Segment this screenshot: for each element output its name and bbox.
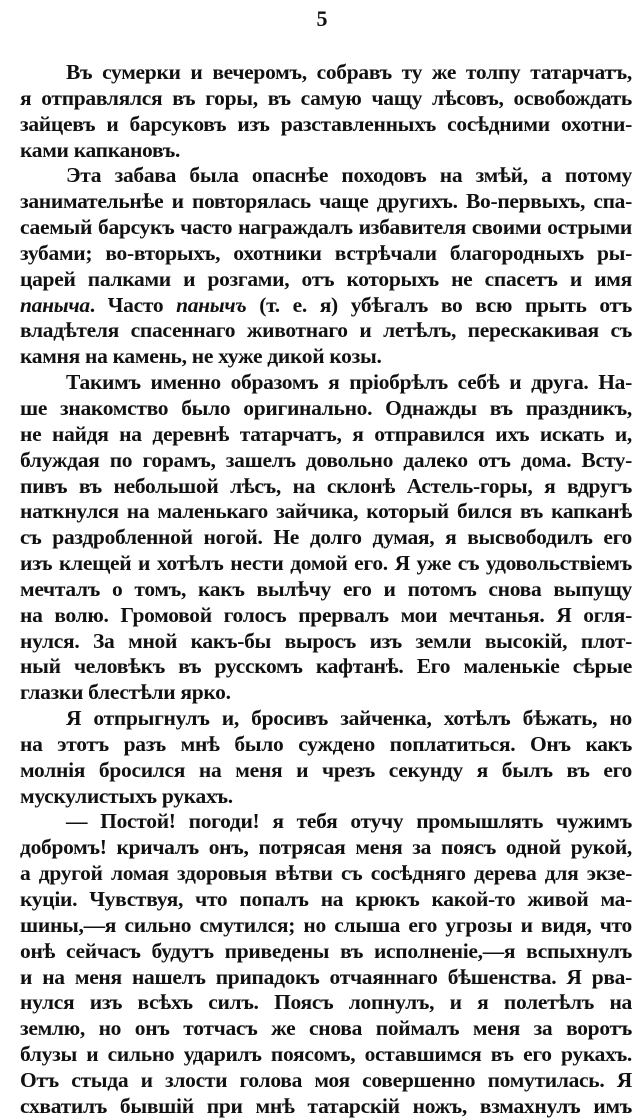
text-line: Эта забава была опаснѣе походовъ на змѣй, а потому — [66, 163, 632, 188]
text-line: глазки блестѣли ярко. — [20, 680, 231, 705]
italic-word: паныча — [20, 292, 90, 317]
body-text — [20, 60, 632, 1120]
text-line: царей палками и розгами, отъ которыхъ не спасетъ и имя — [20, 266, 632, 291]
text-line: на волю. Громовой голосъ прервалъ мои мечтанья. Я огля- — [20, 602, 632, 627]
page-number: 5 — [316, 6, 328, 31]
text-line: онѣ сейчасъ будутъ приведены въ исполненіе,—я вспыхнулъ — [20, 938, 632, 963]
paragraph — [20, 370, 632, 706]
text-line: съ раздробленной ногой. Не долго думая, я высвободилъ его — [20, 525, 632, 550]
text-line: куціи. Чувствуя, что попалъ на крюкъ какой-то живой ма- — [20, 887, 632, 911]
text-line: — Постой! погоди! я тебя отучу промышлять чужимъ — [66, 809, 632, 834]
text-line: схватилъ бывшій при мнѣ татарскій ножъ, взмахнулъ имъ — [20, 1093, 632, 1118]
text-line: шины,—я сильно смутился; но слыша его угрозы и видя, что — [20, 912, 632, 937]
text-line: блузы и сильно ударилъ поясомъ, оставшимся въ его рукахъ. — [20, 1042, 632, 1067]
text-line: наткнулся на маленькаго зайчика, который бился въ капканѣ — [20, 499, 632, 524]
text-line: зайцевъ и барсуковъ изъ разставленныхъ сосѣдними охотни- — [20, 111, 632, 136]
text-line: занимательнѣе и повторялась чаще другихъ. Во-первыхъ, спа- — [20, 189, 632, 214]
text-line: Я отпрыгнулъ и, бросивъ зайченка, хотѣлъ бѣжать, но — [66, 706, 632, 731]
text-line: изъ клещей и хотѣлъ нести домой его. Я уже съ удовольствіемъ — [20, 551, 632, 576]
text-line: я отправлялся въ горы, въ самую чащу лѣсовъ, освобождать — [20, 85, 632, 110]
text-line: камня на камень, не хуже дикой козы. — [20, 344, 382, 369]
text-line: на этотъ разъ мнѣ было суждено поплатиться. Онъ какъ — [20, 731, 632, 756]
text-line: мечталъ о томъ, какъ вылѣчу его и потомъ снова выпущу — [20, 576, 632, 601]
text-line: саемый барсукъ часто награждалъ избавителя своими острыми — [20, 215, 632, 240]
paragraph — [20, 60, 632, 163]
paragraph — [20, 706, 632, 809]
italic-word: панычъ — [176, 292, 247, 317]
text-line: землю, но онъ тотчасъ же снова поймалъ меня за воротъ — [20, 1016, 632, 1041]
text-line: Въ сумерки и вечеромъ, собравъ ту же толпу татарчатъ, — [66, 60, 632, 84]
text-line: паныча. Часто панычъ (т. е. я) убѣгалъ во всю прыть отъ — [20, 292, 632, 317]
text-line: пивъ въ небольшой лѣсъ, на склонѣ Астель-горы, я вдругъ — [20, 473, 632, 498]
text-line: зубами; во-вторыхъ, охотники встрѣчали благородныхъ ры- — [20, 240, 632, 265]
text-line: владѣтеля спасеннаго животнаго и летѣлъ, перескакивая съ — [20, 318, 632, 343]
text-line: и на меня нашелъ припадокъ отчаяннаго бѣшенства. Я рва- — [20, 964, 632, 989]
text-line: не найдя на деревнѣ татарчатъ, я отправился ихъ искать и, — [20, 421, 632, 446]
paragraph — [20, 163, 632, 370]
text-line: Такимъ именно образомъ я пріобрѣлъ себѣ и друга. На- — [66, 370, 632, 395]
text-line: молнія бросился на меня и чрезъ секунду я былъ въ его — [20, 757, 632, 782]
text-line: а другой ломая здоровыя вѣтви съ сосѣдняго дерева для экзе- — [20, 861, 632, 886]
text-line: блуждая по горамъ, зашелъ довольно далеко отъ дома. Всту- — [20, 447, 632, 472]
text-line: Отъ стыда и злости голова моя совершенно помутилась. Я — [20, 1067, 632, 1092]
text-line: ше знакомство было оригинально. Однажды въ праздникъ, — [20, 395, 632, 420]
text-line: нулся изъ всѣхъ силъ. Поясъ лопнулъ, и я полетѣлъ на — [20, 990, 632, 1015]
text-line: нулся. За мной какъ-бы выросъ изъ земли высокій, плот- — [20, 628, 632, 653]
text-line: ками капкановъ. — [20, 137, 181, 162]
text-line: мускулистыхъ рукахъ. — [20, 783, 233, 808]
paragraph — [20, 809, 632, 1119]
text-line: ный человѣкъ въ русскомъ кафтанѣ. Его маленькіе сѣрые — [20, 654, 632, 679]
text-line: добромъ! кричалъ онъ, потрясая меня за поясъ одной рукой, — [20, 835, 632, 860]
